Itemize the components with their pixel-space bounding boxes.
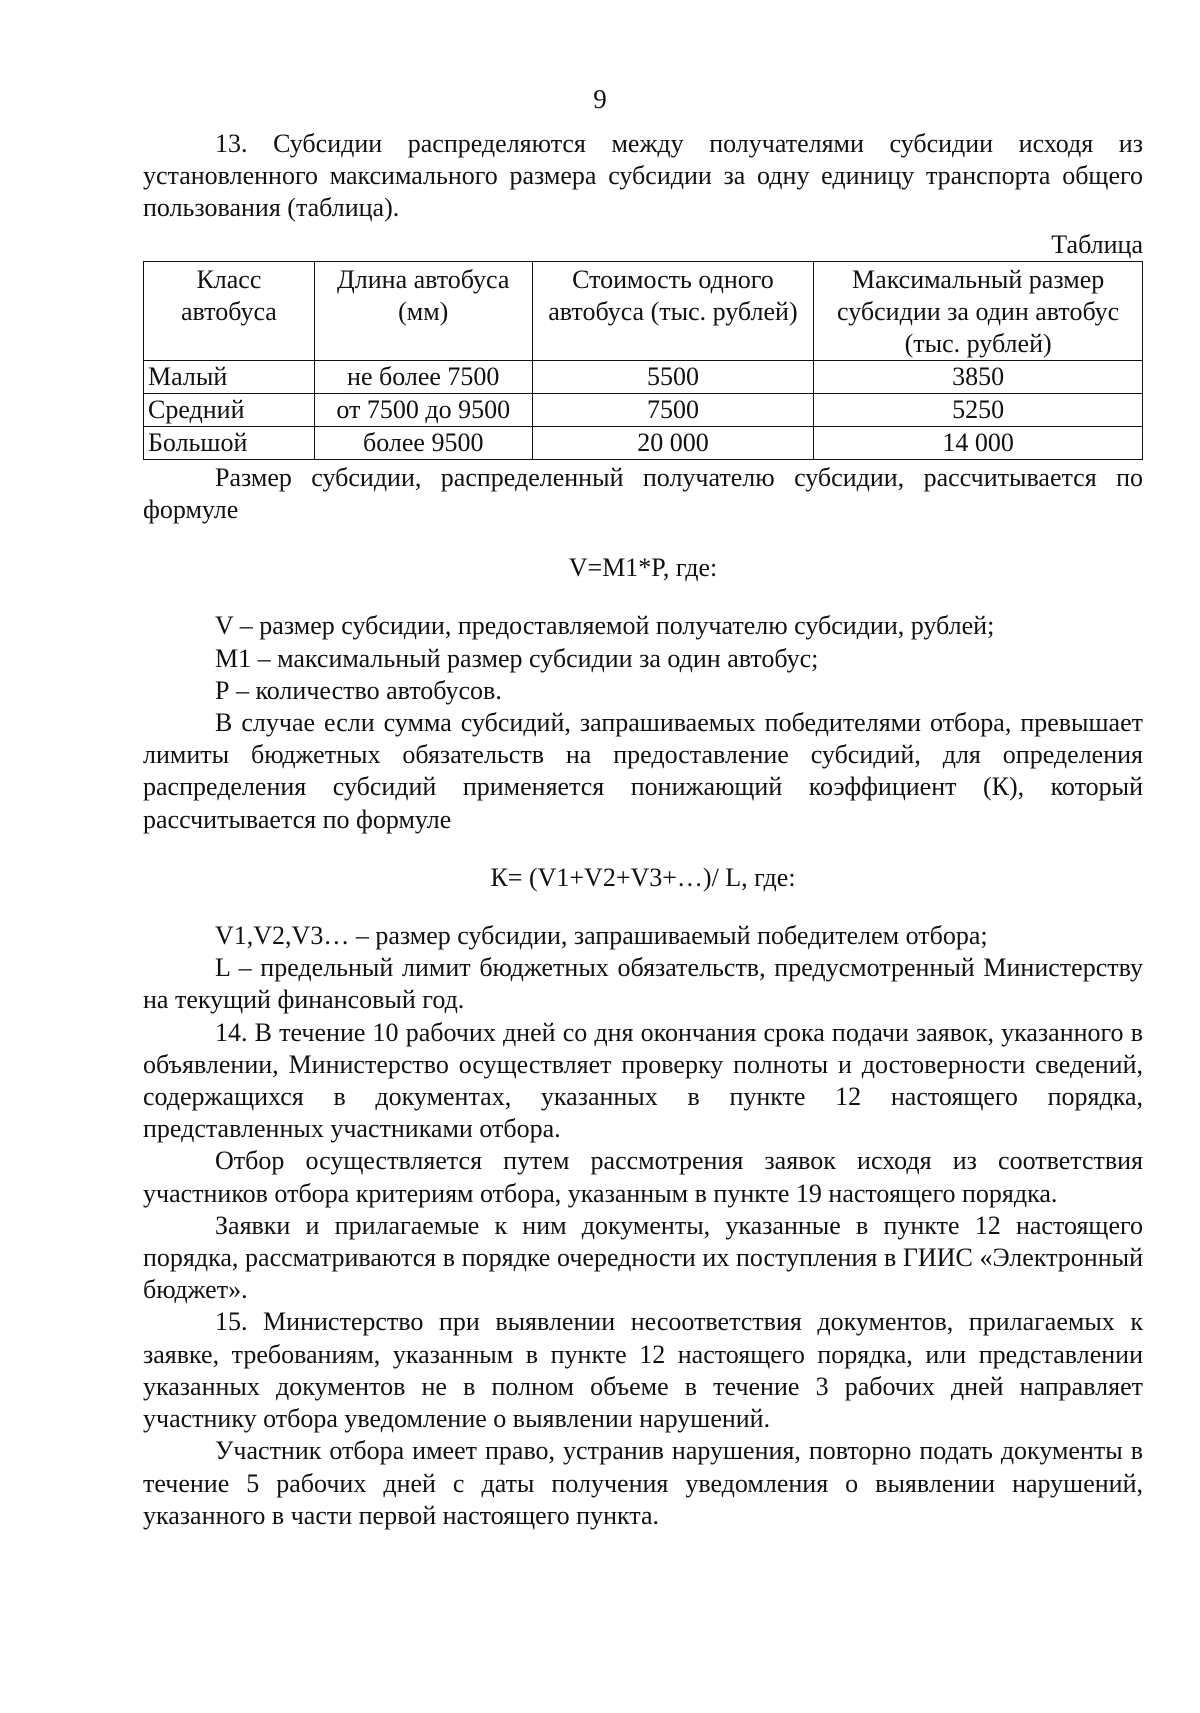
header-bus-length: Длина автобуса (мм) xyxy=(314,261,532,360)
paragraph-15: 15. Министерство при выявлении несоответствия документов, прилагаемых к заявке, требованиям, указанным в пункте 12 настоящего порядка, или представлении указанных документов не в полном объеме в течение 3 рабочих дней направляет участнику отбора уведомление о выявлении нарушений. xyxy=(143,1307,1143,1434)
cell-cost: 5500 xyxy=(532,360,814,393)
header-bus-cost: Стоимость одного автобуса (тыс. рублей) xyxy=(532,261,814,360)
paragraph-14-applications: Заявки и прилагаемые к ним документы, указанные в пункте 12 настоящего порядка, рассматриваются в порядке очередности их поступления в ГИИС «Электронный бюджет». xyxy=(143,1210,1143,1305)
subsidy-table xyxy=(143,261,1143,460)
table-row xyxy=(144,360,1143,393)
definition-m1: М1 – максимальный размер субсидии за один автобус; xyxy=(215,643,819,673)
formula-k: К= (V1+V2+V3+…)/ L, где: xyxy=(490,862,796,892)
page-number: 9 xyxy=(593,84,607,114)
cell-class: Малый xyxy=(144,360,315,393)
table-header-row xyxy=(144,261,1143,360)
cell-cost: 7500 xyxy=(532,393,814,426)
table-row xyxy=(144,426,1143,459)
cell-class: Средний xyxy=(144,393,315,426)
cell-length: не более 7500 xyxy=(314,360,532,393)
definition-v123: V1,V2,V3… – размер субсидии, запрашиваемый победителем отбора; xyxy=(215,921,988,951)
paragraph-14-selection: Отбор осуществляется путем рассмотрения заявок исходя из соответствия участников отбора критериям отбора, указанным в пункте 19 настоящего порядка. xyxy=(143,1146,1143,1208)
definition-l: L – предельный лимит бюджетных обязательств, предусмотренный Министерству на текущий финансовый год. xyxy=(143,953,1143,1015)
paragraph-15-resubmit: Участник отбора имеет право, устранив нарушения, повторно подать документы в течение 5 рабочих дней с даты получения уведомления о выявлении нарушений, указанного в части первой настоящего пункта. xyxy=(143,1436,1143,1530)
formula-intro: Размер субсидии, распределенный получателю субсидии, рассчитывается по формуле xyxy=(143,462,1143,525)
table-row xyxy=(144,393,1143,426)
definition-p: Р – количество автобусов. xyxy=(215,675,502,705)
paragraph-13: 13. Субсидии распределяются между получателями субсидии исходя из установленного максимального размера субсидии за одну единицу транспорта общего пользования (таблица). xyxy=(143,129,1143,223)
cell-max-subsidy: 14 000 xyxy=(814,426,1143,459)
cell-length: более 9500 xyxy=(314,426,532,459)
formula-v: V=M1*P, где: xyxy=(568,553,718,583)
cell-max-subsidy: 3850 xyxy=(814,360,1143,393)
cell-class: Большой xyxy=(144,426,315,459)
cell-cost: 20 000 xyxy=(532,426,814,459)
paragraph-14: 14. В течение 10 рабочих дней со дня окончания срока подачи заявок, указанного в объявлении, Министерство осуществляет проверку полноты и достоверности сведений, содержащихся в документах, указанных в пункте 12 настоящего порядка, представленных участниками отбора. xyxy=(143,1017,1143,1144)
definition-v: V – размер субсидии, предоставляемой получателю субсидии, рублей; xyxy=(215,611,995,641)
header-max-subsidy: Максимальный размер субсидии за один автобус (тыс. рублей) xyxy=(814,261,1143,360)
cell-max-subsidy: 5250 xyxy=(814,393,1143,426)
table-caption: Таблица xyxy=(1051,229,1143,259)
header-bus-class: Класс автобуса xyxy=(144,261,315,360)
coefficient-intro: В случае если сумма субсидий, запрашиваемых победителями отбора, превышает лимиты бюджетных обязательств на предоставление субсидий, для определения распределения субсидий применяется понижающий коэффициент (К), который рассчитывается по формуле xyxy=(143,708,1143,834)
document-body xyxy=(143,128,1143,1532)
cell-length: от 7500 до 9500 xyxy=(314,393,532,426)
